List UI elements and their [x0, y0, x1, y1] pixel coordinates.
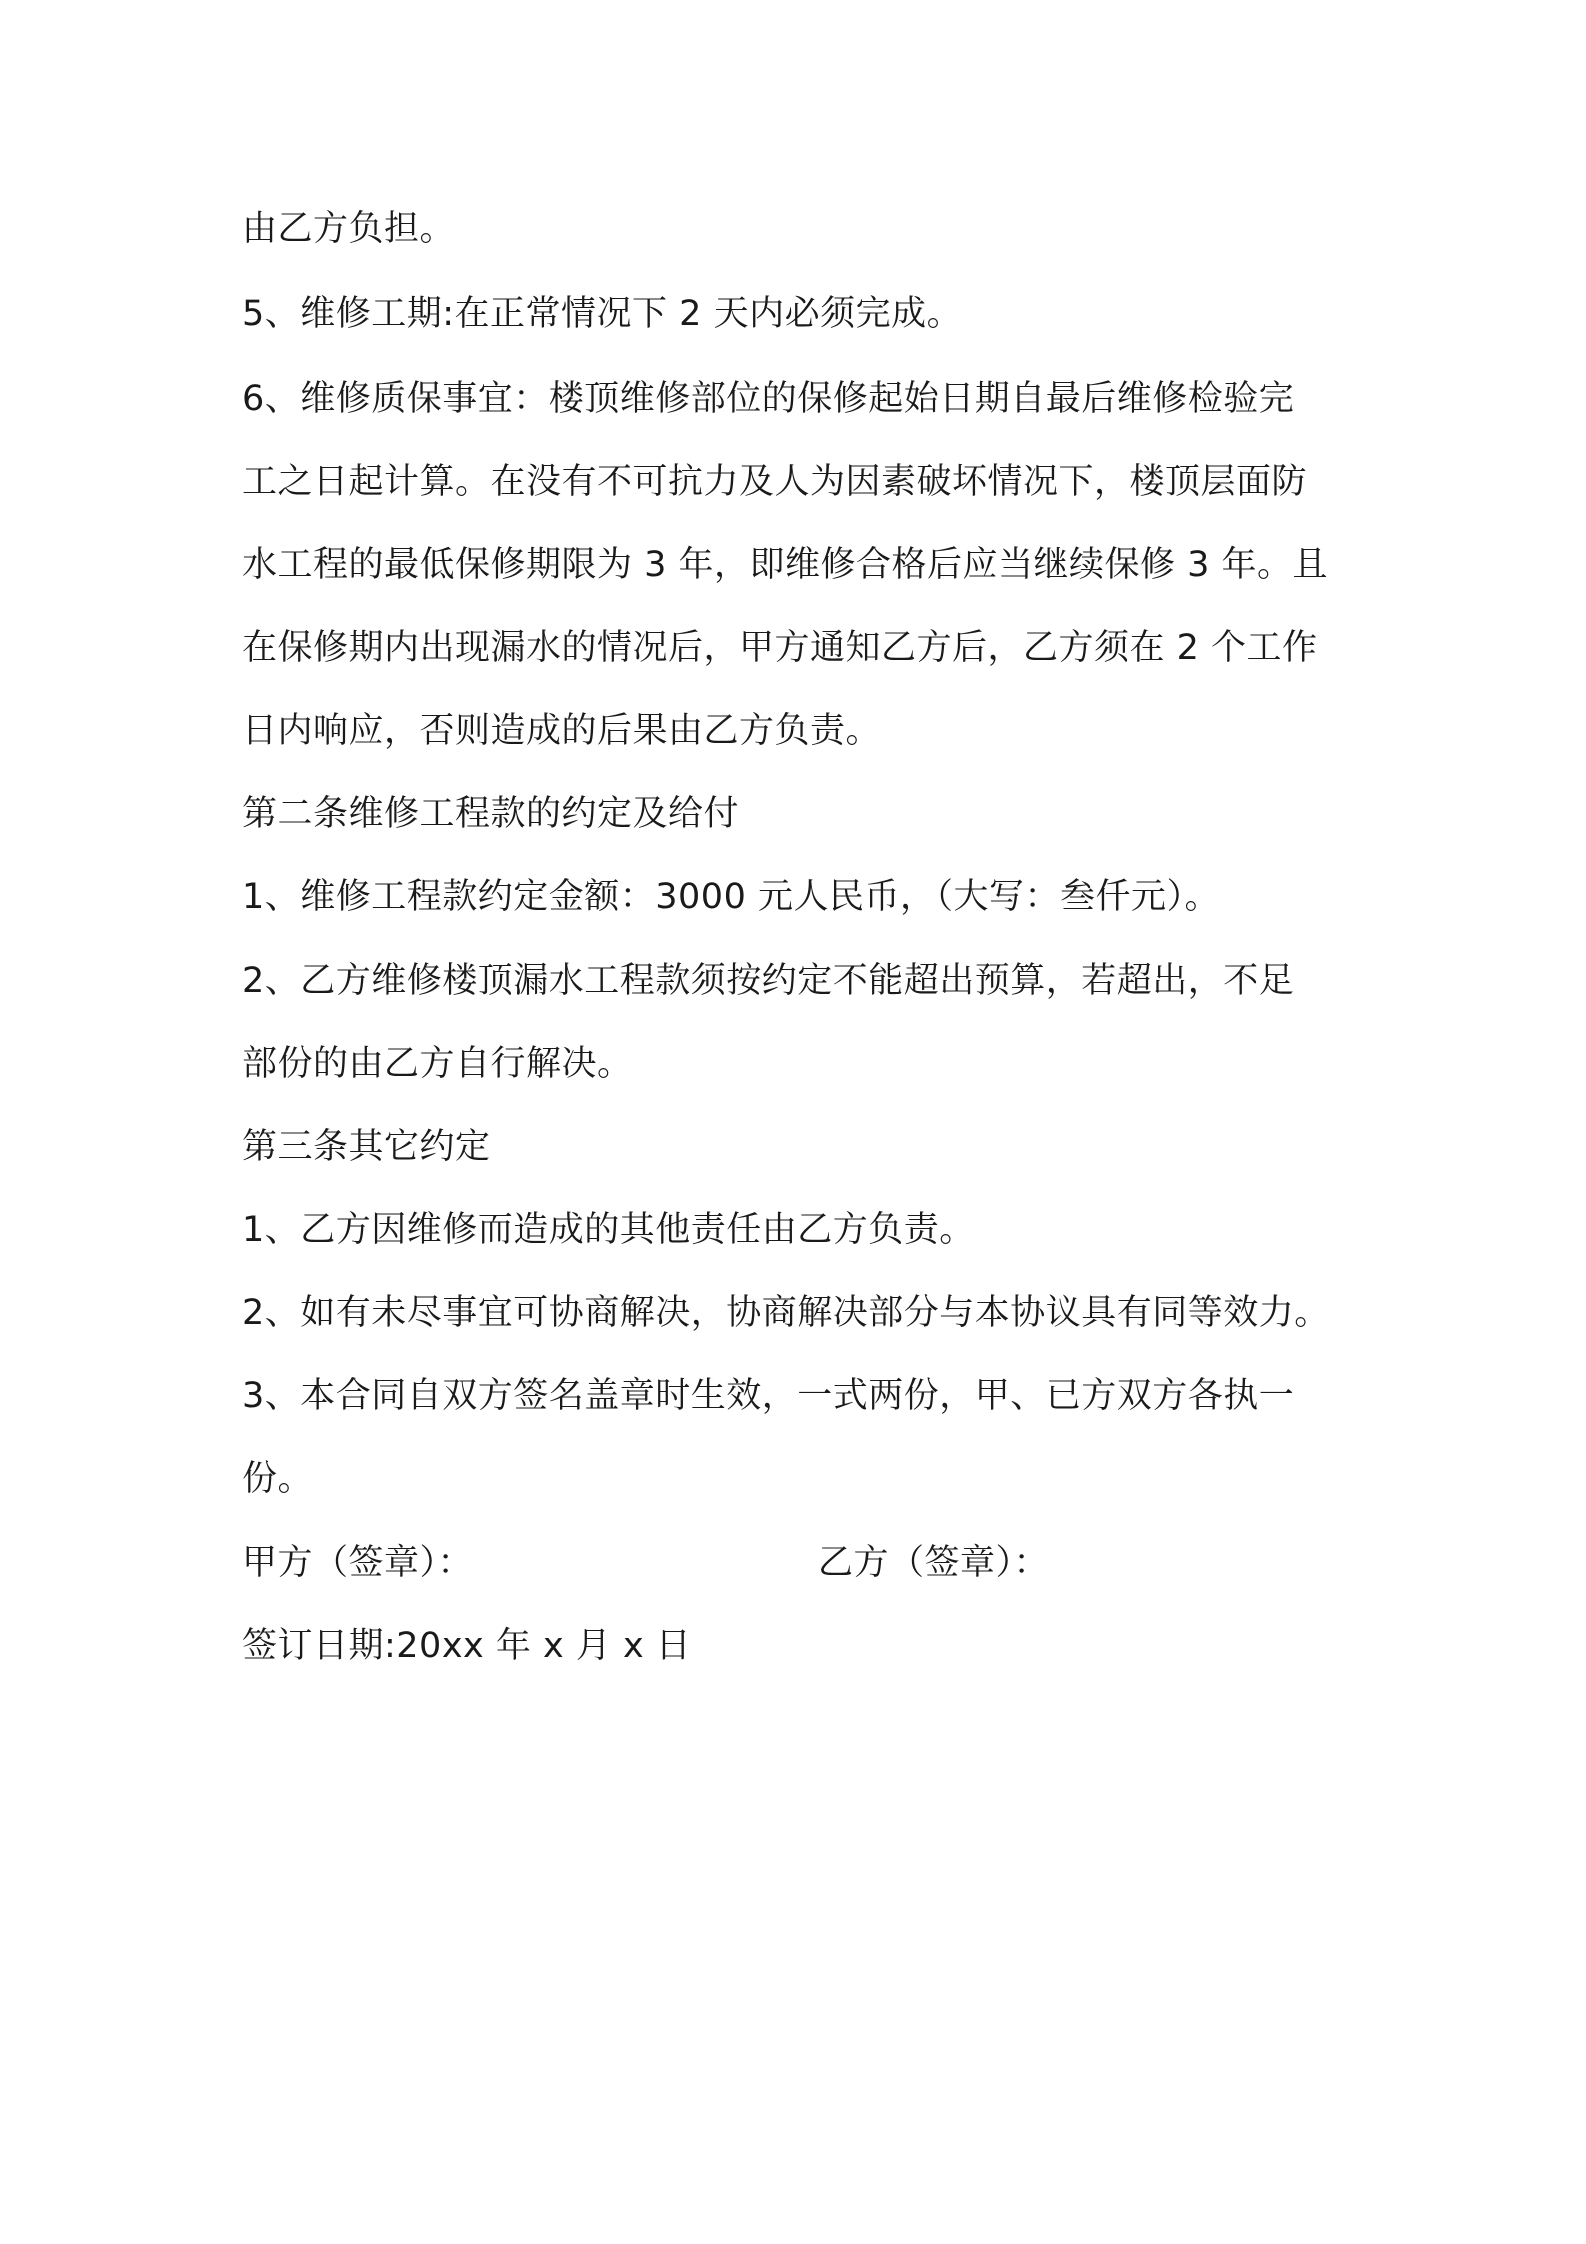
paragraph-line: 1、乙方因维修而造成的其他责任由乙方负责。 — [242, 1210, 975, 1250]
paragraph-line: 份。 — [242, 1459, 314, 1499]
party-a-signature-label: 甲方（签章）： — [242, 1543, 474, 1583]
paragraph-line: 部份的由乙方自行解决。 — [242, 1044, 633, 1084]
paragraph-line: 水工程的最低保修期限为 3 年，即维修合格后应当继续保修 3 年。且 — [242, 545, 1329, 585]
paragraph-line: 在保修期内出现漏水的情况后，甲方通知乙方后，乙方须在 2 个工作 — [242, 628, 1318, 668]
party-b-signature-label: 乙方（签章）： — [818, 1543, 1050, 1583]
paragraph-line: 1、维修工程款约定金额：3000 元人民币，（大写：叁仟元）。 — [242, 877, 1220, 917]
paragraph-line: 由乙方负担。 — [242, 209, 456, 249]
sign-date: 签订日期:20xx 年 x 月 x 日 — [242, 1626, 692, 1666]
paragraph-line: 2、乙方维修楼顶漏水工程款须按约定不能超出预算，若超出，不足 — [242, 961, 1295, 1001]
paragraph-line: 工之日起计算。在没有不可抗力及人为因素破坏情况下，楼顶层面防 — [242, 462, 1308, 502]
section-heading: 第三条其它约定 — [242, 1127, 491, 1167]
paragraph-line: 日内响应，否则造成的后果由乙方负责。 — [242, 711, 882, 751]
paragraph-line: 6、维修质保事宜：楼顶维修部位的保修起始日期自最后维修检验完 — [242, 379, 1295, 419]
paragraph-line: 2、如有未尽事宜可协商解决，协商解决部分与本协议具有同等效力。 — [242, 1293, 1330, 1333]
paragraph-line: 3、本合同自双方签名盖章时生效，一式两份，甲、已方双方各执一 — [242, 1376, 1295, 1416]
section-heading: 第二条维修工程款的约定及给付 — [242, 794, 740, 834]
paragraph-line: 5、维修工期:在正常情况下 2 天内必须完成。 — [242, 294, 963, 334]
